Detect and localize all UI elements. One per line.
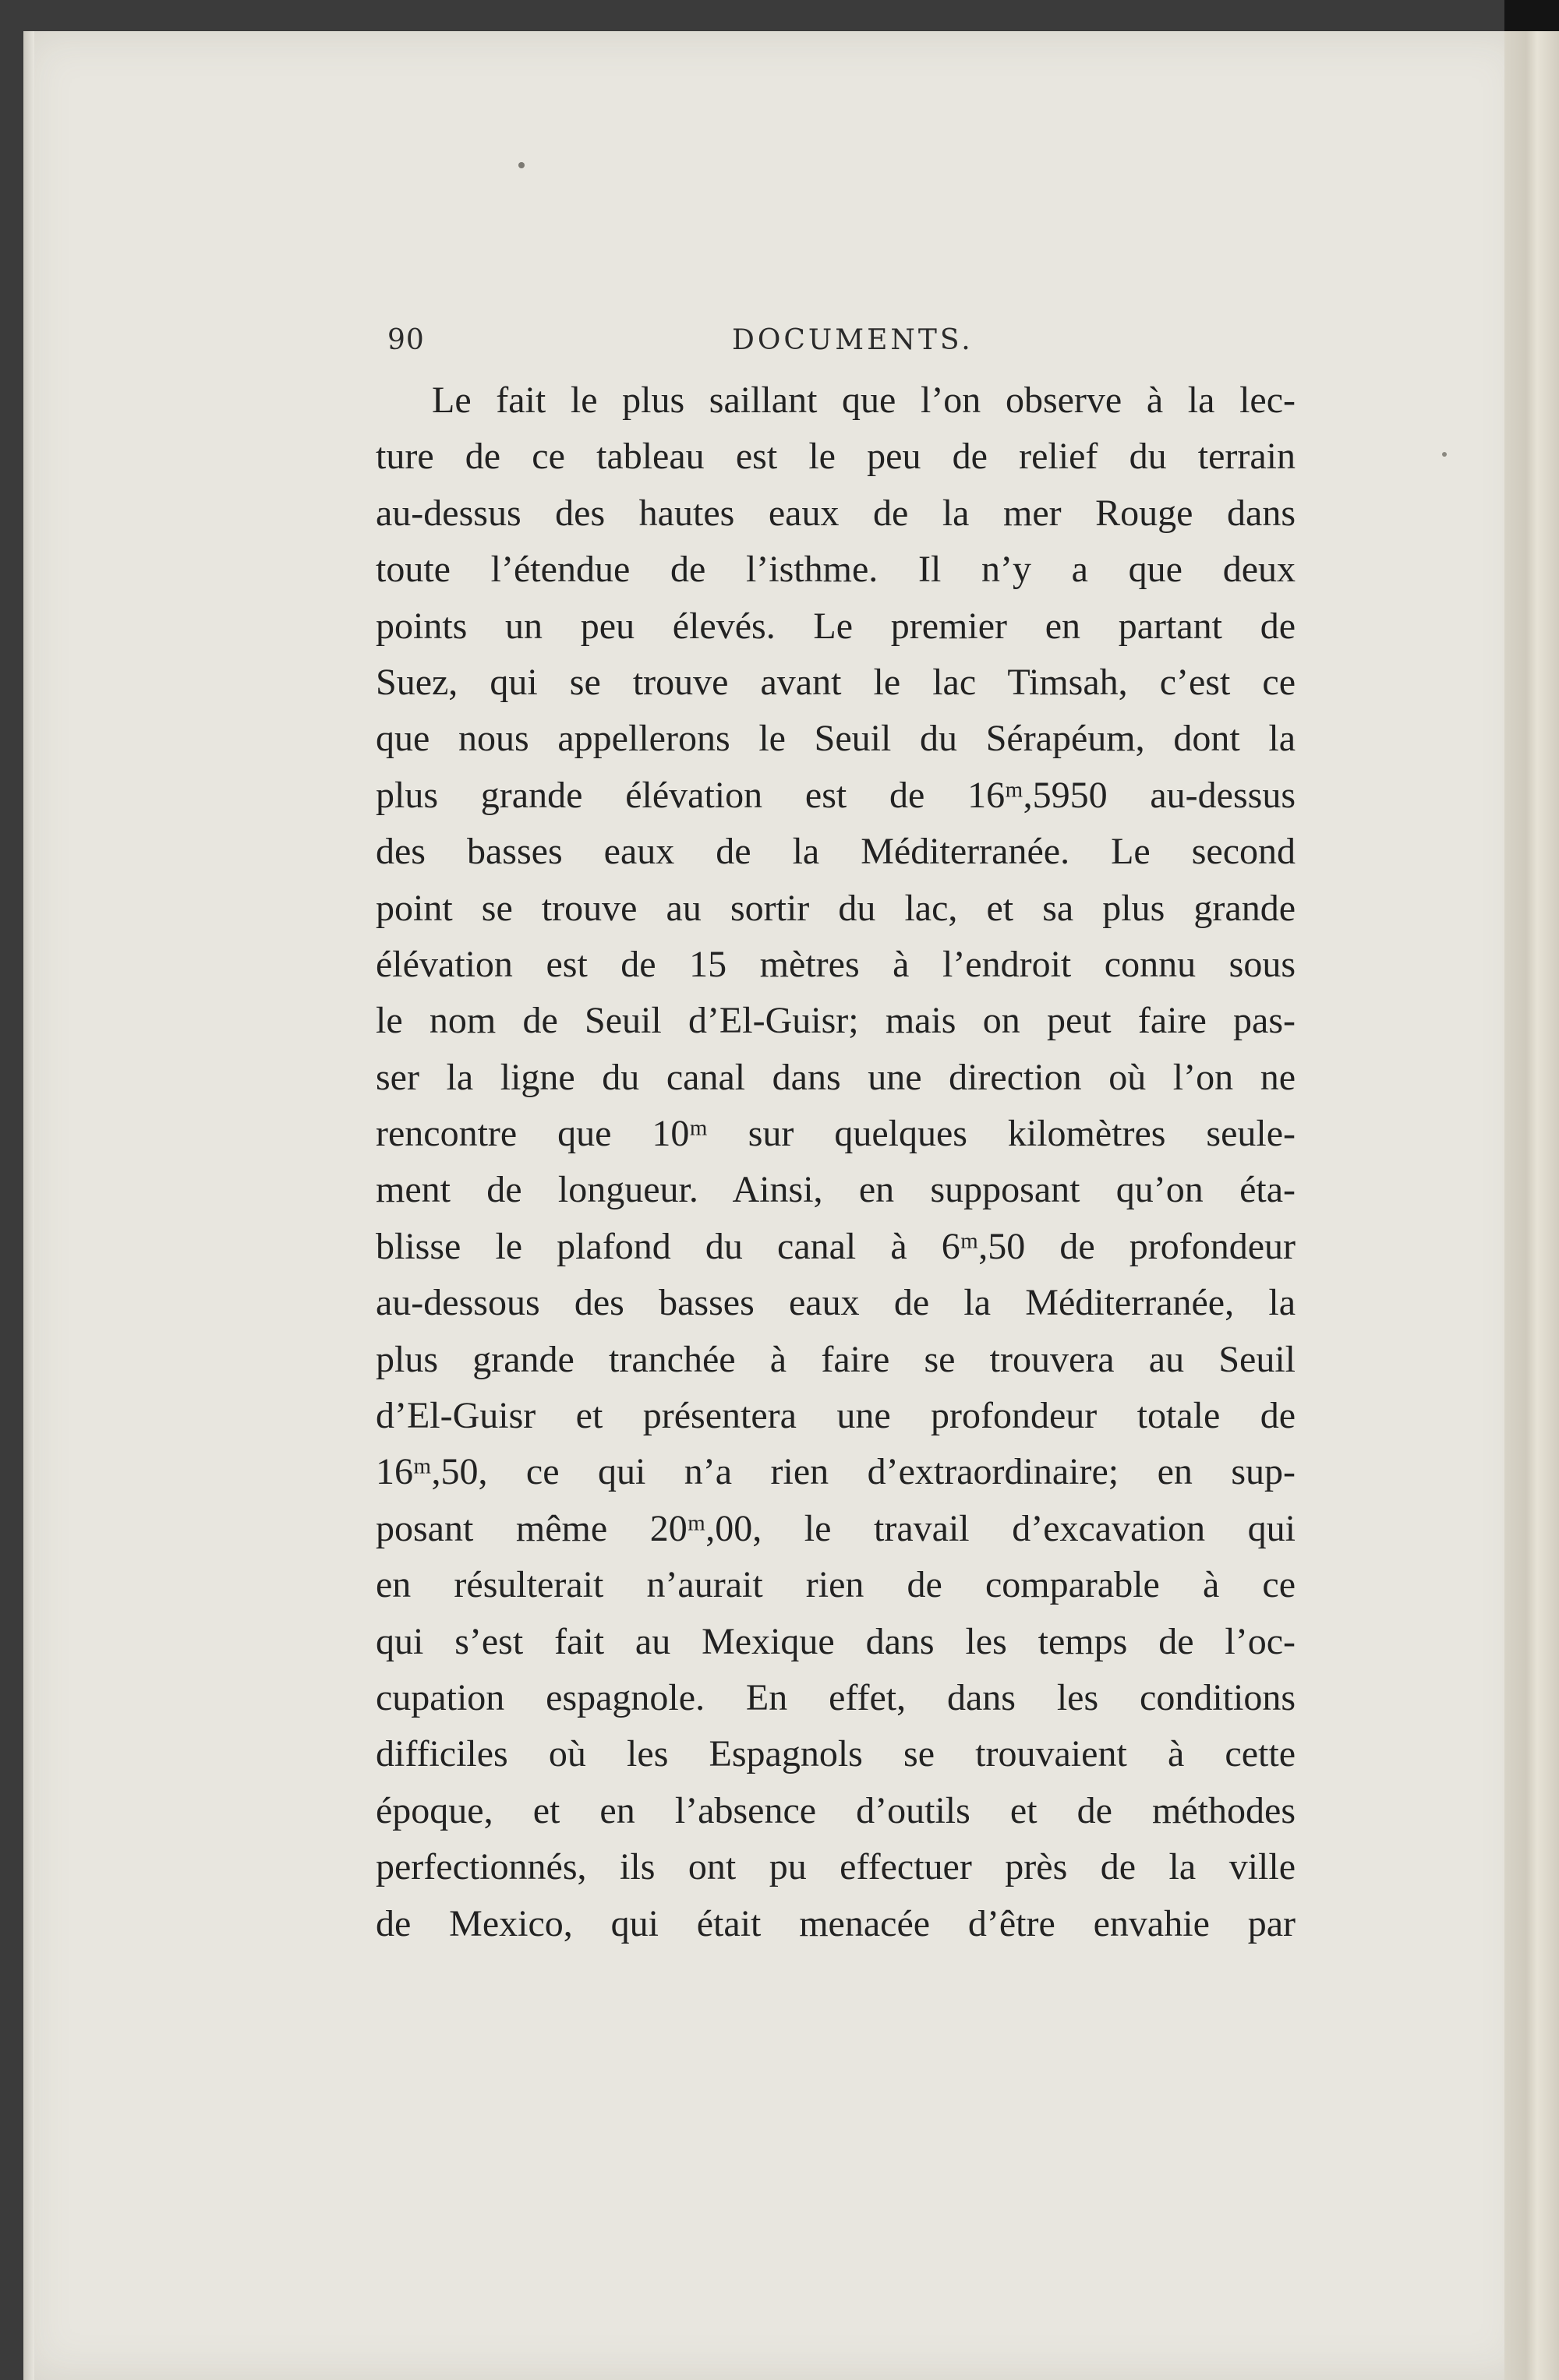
text-line: blisse le plafond du canal à 6ᵐ,50 de profondeur	[376, 1225, 1296, 1267]
text-line: posant même 20ᵐ,00, le travail d’excavation qui	[376, 1507, 1296, 1549]
text-line: Le fait le plus saillant que l’on observe à la lec-	[432, 380, 1296, 421]
paper-speck	[1442, 452, 1447, 457]
text-line: point se trouve au sortir du lac, et sa plus grande	[376, 887, 1296, 929]
text-line: 16ᵐ,50, ce qui n’a rien d’extraordinaire; en sup-	[376, 1451, 1296, 1493]
text-line: d’El-Guisr et présentera une profondeur totale de	[376, 1395, 1296, 1437]
text-line: ser la ligne du canal dans une direction où l’on ne	[376, 1056, 1296, 1098]
text-line: le nom de Seuil d’El-Guisr; mais on peut faire pas-	[376, 1000, 1296, 1042]
text-line: ment de longueur. Ainsi, en supposant qu’on éta-	[376, 1169, 1296, 1211]
text-line: points un peu élevés. Le premier en partant de	[376, 605, 1296, 647]
text-line: perfectionnés, ils ont pu effectuer près de la ville	[376, 1846, 1296, 1888]
text-line: des basses eaux de la Méditerranée. Le second	[376, 831, 1296, 873]
paper-speck	[518, 162, 525, 168]
text-line: en résulterait n’aurait rien de comparable à ce	[376, 1564, 1296, 1606]
running-title: DOCUMENTS.	[732, 324, 974, 356]
running-header	[387, 321, 1315, 360]
text-line: qui s’est fait au Mexique dans les temps de l’oc-	[376, 1620, 1296, 1662]
text-line: cupation espagnole. En effet, dans les conditions	[376, 1676, 1296, 1718]
text-line: rencontre que 10ᵐ sur quelques kilomètres seule-	[376, 1113, 1296, 1155]
text-line: élévation est de 15 mètres à l’endroit connu sous	[376, 943, 1296, 985]
text-line: plus grande élévation est de 16ᵐ,5950 au-dessus	[376, 774, 1296, 816]
text-line: ture de ce tableau est le peu de relief du terrain	[376, 436, 1296, 478]
text-line: que nous appellerons le Seuil du Sérapéum, dont la	[376, 718, 1296, 760]
page-number: 90	[387, 324, 425, 356]
text-line: difficiles où les Espagnols se trouvaient à cette	[376, 1733, 1296, 1775]
text-line: Suez, qui se trouve avant le lac Timsah, c’est ce	[376, 661, 1296, 703]
text-line: au-dessus des hautes eaux de la mer Rouge dans	[376, 492, 1296, 534]
text-line: plus grande tranchée à faire se trouvera au Seuil	[376, 1338, 1296, 1380]
page-edge-stack	[1504, 0, 1559, 2380]
text-line: au-dessous des basses eaux de la Méditerranée, la	[376, 1282, 1296, 1324]
body-paragraph	[376, 373, 1296, 1952]
text-line: toute l’étendue de l’isthme. Il n’y a que deux	[376, 549, 1296, 591]
binding-gutter	[23, 31, 34, 2380]
scanner-background-corner	[1504, 0, 1559, 31]
text-line: époque, et en l’absence d’outils et de méthodes	[376, 1789, 1296, 1831]
text-line: de Mexico, qui était menacée d’être envahie par	[376, 1902, 1296, 1944]
